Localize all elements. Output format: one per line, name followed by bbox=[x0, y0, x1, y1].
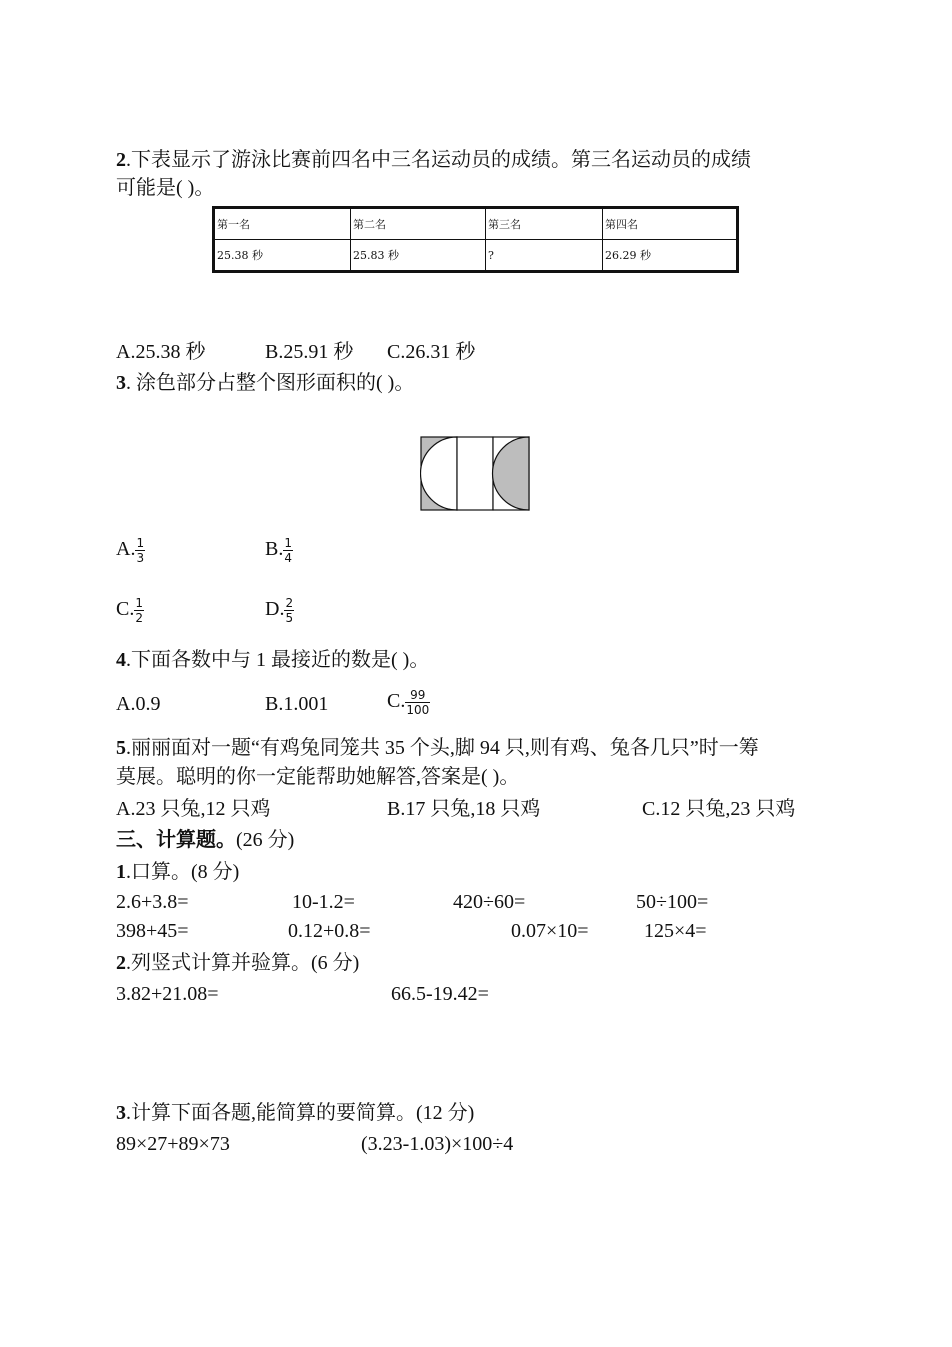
part-1-text: .口算。(8 分) bbox=[126, 861, 240, 883]
q2-number: 2 bbox=[116, 149, 126, 171]
denominator: 3 bbox=[136, 551, 145, 565]
numerator: 2 bbox=[285, 596, 294, 610]
vertical-calc-item: 66.5-19.42= bbox=[391, 983, 489, 1005]
fraction bbox=[135, 536, 145, 565]
denominator: 100 bbox=[406, 703, 430, 717]
mental-calc-item: 2.6+3.8= bbox=[116, 891, 189, 913]
q2-option-b: B.25.91 秒 bbox=[265, 341, 354, 363]
q5-number: 5 bbox=[116, 737, 126, 759]
q3-option-c bbox=[116, 596, 144, 625]
option-label: A. bbox=[116, 538, 136, 561]
mental-calc-item: 10-1.2= bbox=[292, 891, 355, 913]
q4-number: 4 bbox=[116, 649, 126, 671]
fraction bbox=[134, 596, 144, 625]
q5-text-1: .丽丽面对一题“有鸡兔同笼共 35 个头,脚 94 只,则有鸡、兔各几只”时一筹 bbox=[126, 737, 759, 759]
table-cell: 26.29 秒 bbox=[603, 240, 738, 272]
shaded-figure bbox=[420, 436, 532, 512]
table-cell: ? bbox=[486, 240, 603, 272]
table-header-cell: 第四名 bbox=[603, 208, 738, 240]
simplify-calc-item: (3.23-1.03)×100÷4 bbox=[361, 1133, 514, 1155]
part-3-stem bbox=[116, 1101, 474, 1125]
table-cell: 25.83 秒 bbox=[351, 240, 486, 272]
middle-square bbox=[457, 437, 493, 510]
mental-calc-item: 50÷100= bbox=[636, 891, 709, 913]
q5-option-b: B.17 只兔,18 只鸡 bbox=[387, 798, 541, 820]
q2-option-a: A.25.38 秒 bbox=[116, 341, 206, 363]
fraction bbox=[283, 536, 293, 565]
q4-option-a: A.0.9 bbox=[116, 693, 161, 715]
numerator: 99 bbox=[405, 688, 430, 703]
q5-option-a: A.23 只兔,12 只鸡 bbox=[116, 798, 271, 820]
part-1-stem bbox=[116, 860, 239, 884]
mental-calc-item: 420÷60= bbox=[453, 891, 526, 913]
fraction bbox=[284, 596, 294, 625]
mental-calc-item: 0.07×10= bbox=[511, 920, 589, 942]
part-3-number: 3 bbox=[116, 1102, 126, 1124]
table-row bbox=[214, 208, 738, 240]
part-2-text: .列竖式计算并验算。(6 分) bbox=[126, 952, 360, 974]
mental-calc-item: 0.12+0.8= bbox=[288, 920, 371, 942]
section-points: (26 分) bbox=[236, 829, 295, 851]
q3-text: . 涂色部分占整个图形面积的( )。 bbox=[126, 372, 415, 394]
q2-stem-line1 bbox=[116, 148, 751, 172]
mental-calc-item: 125×4= bbox=[644, 920, 707, 942]
table-header-cell: 第三名 bbox=[486, 208, 603, 240]
part-2-number: 2 bbox=[116, 952, 126, 974]
denominator: 5 bbox=[285, 611, 294, 625]
section-3-heading bbox=[116, 828, 294, 852]
q4-text: .下面各数中与 1 最接近的数是( )。 bbox=[126, 649, 430, 671]
q3-stem bbox=[116, 371, 414, 395]
numerator: 1 bbox=[284, 536, 292, 550]
q5-option-c: C.12 只兔,23 只鸡 bbox=[642, 798, 796, 820]
table-header-cell: 第二名 bbox=[351, 208, 486, 240]
q4-option-c bbox=[387, 688, 430, 717]
option-label: D. bbox=[265, 598, 285, 621]
numerator: 1 bbox=[135, 596, 143, 610]
simplify-calc-item: 89×27+89×73 bbox=[116, 1133, 230, 1155]
option-label: B. bbox=[265, 538, 284, 561]
section-title: 三、计算题。 bbox=[116, 829, 236, 851]
part-3-text: .计算下面各题,能简算的要简算。(12 分) bbox=[126, 1102, 475, 1124]
q5-stem-line1 bbox=[116, 736, 759, 760]
part-1-number: 1 bbox=[116, 861, 126, 883]
q3-option-a bbox=[116, 536, 145, 565]
option-label: C. bbox=[116, 598, 135, 621]
q3-option-b bbox=[265, 536, 293, 565]
vertical-calc-item: 3.82+21.08= bbox=[116, 983, 219, 1005]
q3-option-d bbox=[265, 596, 294, 625]
numerator: 1 bbox=[136, 536, 145, 550]
table-row bbox=[214, 240, 738, 272]
q2-text-1: .下表显示了游泳比赛前四名中三名运动员的成绩。第三名运动员的成绩 bbox=[126, 149, 751, 171]
q4-option-b: B.1.001 bbox=[265, 693, 329, 715]
q5-text-2: 莫展。聪明的你一定能帮助她解答,答案是( )。 bbox=[116, 766, 520, 788]
part-2-stem bbox=[116, 951, 359, 975]
table-cell: 25.38 秒 bbox=[214, 240, 351, 272]
q4-stem bbox=[116, 648, 429, 672]
q2-option-c: C.26.31 秒 bbox=[387, 341, 476, 363]
denominator: 2 bbox=[135, 611, 143, 625]
q3-number: 3 bbox=[116, 372, 126, 394]
table-header-cell: 第一名 bbox=[214, 208, 351, 240]
q2-text-2: 可能是( )。 bbox=[116, 177, 215, 199]
mental-calc-item: 398+45= bbox=[116, 920, 189, 942]
denominator: 4 bbox=[284, 551, 292, 565]
scores-table bbox=[212, 206, 739, 273]
option-label: C. bbox=[387, 690, 406, 713]
fraction bbox=[405, 688, 430, 717]
